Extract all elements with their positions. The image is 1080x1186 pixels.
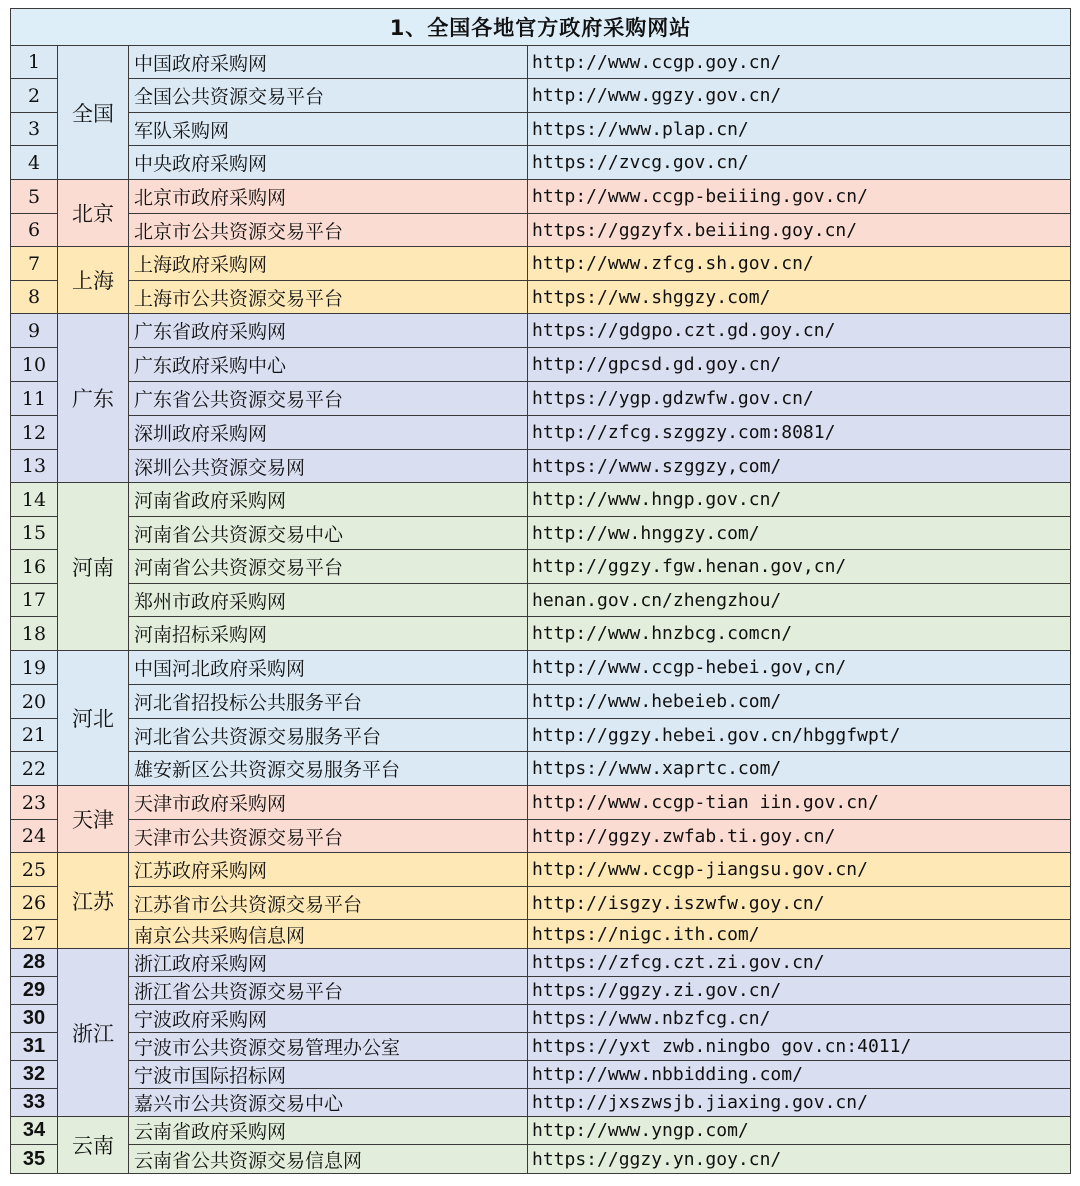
site-name: 上海政府采购网 <box>129 247 528 281</box>
site-url: http://www.ccgp-beiiing.gov.cn/ <box>528 180 1071 214</box>
site-name: 深圳公共资源交易网 <box>129 450 528 483</box>
site-name: 雄安新区公共资源交易服务平台 <box>129 752 528 786</box>
site-url: http://gpcsd.gd.goy.cn/ <box>528 348 1071 382</box>
row-number: 7 <box>11 247 58 281</box>
site-url: https://ygp.gdzwfw.gov.cn/ <box>528 382 1071 416</box>
site-name: 北京市政府采购网 <box>129 180 528 214</box>
site-url: https://ww.shggzy.com/ <box>528 281 1071 314</box>
site-url: http://www.ccgp-jiangsu.gov.cn/ <box>528 853 1071 887</box>
row-number: 32 <box>11 1061 58 1089</box>
site-url: https://gdgpo.czt.gd.goy.cn/ <box>528 314 1071 348</box>
site-name: 宁波政府采购网 <box>129 1005 528 1033</box>
table-row <box>11 517 1071 550</box>
row-number: 21 <box>11 719 58 752</box>
site-url: http://www.hngp.gov.cn/ <box>528 483 1071 517</box>
table-row <box>11 887 1071 920</box>
site-url: http://www.yngp.com/ <box>528 1117 1071 1145</box>
table-row <box>11 977 1071 1005</box>
title-row <box>11 9 1071 46</box>
table-row <box>11 247 1071 281</box>
table-row <box>11 1033 1071 1061</box>
site-name: 河北省招投标公共服务平台 <box>129 685 528 719</box>
row-number: 35 <box>11 1145 58 1174</box>
site-name: 广东政府采购中心 <box>129 348 528 382</box>
row-number: 29 <box>11 977 58 1005</box>
table-title: 1、全国各地官方政府采购网站 <box>11 9 1071 46</box>
region-cell: 云南 <box>58 1117 129 1174</box>
site-name: 天津市政府采购网 <box>129 786 528 820</box>
site-name: 深圳政府采购网 <box>129 416 528 450</box>
row-number: 31 <box>11 1033 58 1061</box>
site-name: 河南省公共资源交易平台 <box>129 550 528 584</box>
row-number: 23 <box>11 786 58 820</box>
table-row <box>11 382 1071 416</box>
site-name: 天津市公共资源交易平台 <box>129 820 528 853</box>
table-row <box>11 46 1071 79</box>
table-row <box>11 1005 1071 1033</box>
site-url: https://www.szggzy,com/ <box>528 450 1071 483</box>
site-url: http://ggzy.fgw.henan.gov,cn/ <box>528 550 1071 584</box>
row-number: 10 <box>11 348 58 382</box>
row-number: 12 <box>11 416 58 450</box>
row-number: 26 <box>11 887 58 920</box>
table-row <box>11 146 1071 180</box>
site-url: http://ww.hnggzy.com/ <box>528 517 1071 550</box>
table-row <box>11 820 1071 853</box>
site-name: 军队采购网 <box>129 113 528 146</box>
table-row <box>11 314 1071 348</box>
table-row <box>11 786 1071 820</box>
site-name: 宁波市国际招标网 <box>129 1061 528 1089</box>
table-row <box>11 651 1071 685</box>
site-name: 江苏省市公共资源交易平台 <box>129 887 528 920</box>
row-number: 13 <box>11 450 58 483</box>
table-row <box>11 113 1071 146</box>
site-url: https://www.plap.cn/ <box>528 113 1071 146</box>
row-number: 22 <box>11 752 58 786</box>
site-name: 宁波市公共资源交易管理办公室 <box>129 1033 528 1061</box>
site-url: http://www.hebeieb.com/ <box>528 685 1071 719</box>
row-number: 1 <box>11 46 58 79</box>
table-row <box>11 920 1071 949</box>
table-row <box>11 550 1071 584</box>
site-url: http://jxszwsjb.jiaxing.gov.cn/ <box>528 1089 1071 1117</box>
site-name: 云南省政府采购网 <box>129 1117 528 1145</box>
site-url: https://ggzy.zi.gov.cn/ <box>528 977 1071 1005</box>
table-row <box>11 617 1071 651</box>
site-name: 河北省公共资源交易服务平台 <box>129 719 528 752</box>
site-url: http://www.ccgp-hebei.gov,cn/ <box>528 651 1071 685</box>
row-number: 25 <box>11 853 58 887</box>
table-row <box>11 79 1071 113</box>
site-url: http://www.zfcg.sh.gov.cn/ <box>528 247 1071 281</box>
row-number: 24 <box>11 820 58 853</box>
site-name: 南京公共采购信息网 <box>129 920 528 949</box>
table-row <box>11 1061 1071 1089</box>
row-number: 18 <box>11 617 58 651</box>
row-number: 15 <box>11 517 58 550</box>
table-row <box>11 1089 1071 1117</box>
site-name: 中国河北政府采购网 <box>129 651 528 685</box>
region-cell: 天津 <box>58 786 129 853</box>
site-url: https://www.xaprtc.com/ <box>528 752 1071 786</box>
site-name: 浙江政府采购网 <box>129 949 528 977</box>
row-number: 17 <box>11 584 58 617</box>
site-name: 广东省公共资源交易平台 <box>129 382 528 416</box>
site-name: 江苏政府采购网 <box>129 853 528 887</box>
region-cell: 上海 <box>58 247 129 314</box>
site-url: https://zfcg.czt.zi.gov.cn/ <box>528 949 1071 977</box>
site-url: https://ggzyfx.beiiing.goy.cn/ <box>528 214 1071 247</box>
site-name: 郑州市政府采购网 <box>129 584 528 617</box>
table-row <box>11 416 1071 450</box>
row-number: 11 <box>11 382 58 416</box>
table-row <box>11 949 1071 977</box>
site-name: 嘉兴市公共资源交易中心 <box>129 1089 528 1117</box>
table-row <box>11 180 1071 214</box>
site-url: https://yxt zwb.ningbo gov.cn:4011/ <box>528 1033 1071 1061</box>
site-name: 中央政府采购网 <box>129 146 528 180</box>
row-number: 4 <box>11 146 58 180</box>
table-row <box>11 348 1071 382</box>
table-row <box>11 214 1071 247</box>
site-name: 浙江省公共资源交易平台 <box>129 977 528 1005</box>
site-url: http://www.nbbidding.com/ <box>528 1061 1071 1089</box>
row-number: 5 <box>11 180 58 214</box>
table-row <box>11 685 1071 719</box>
row-number: 16 <box>11 550 58 584</box>
table-row <box>11 1117 1071 1145</box>
site-url: https://ggzy.yn.goy.cn/ <box>528 1145 1071 1174</box>
row-number: 9 <box>11 314 58 348</box>
site-url: henan.gov.cn/zhengzhou/ <box>528 584 1071 617</box>
row-number: 6 <box>11 214 58 247</box>
region-cell: 北京 <box>58 180 129 247</box>
table-row <box>11 853 1071 887</box>
region-cell: 全国 <box>58 46 129 180</box>
table-row <box>11 483 1071 517</box>
site-name: 云南省公共资源交易信息网 <box>129 1145 528 1174</box>
site-name: 北京市公共资源交易平台 <box>129 214 528 247</box>
table-row <box>11 281 1071 314</box>
row-number: 30 <box>11 1005 58 1033</box>
site-url: http://ggzy.zwfab.ti.goy.cn/ <box>528 820 1071 853</box>
row-number: 8 <box>11 281 58 314</box>
site-name: 广东省政府采购网 <box>129 314 528 348</box>
site-url: http://www.ccgp-tian iin.gov.cn/ <box>528 786 1071 820</box>
site-url: http://isgzy.iszwfw.goy.cn/ <box>528 887 1071 920</box>
site-name: 河南省政府采购网 <box>129 483 528 517</box>
row-number: 20 <box>11 685 58 719</box>
site-name: 河南省公共资源交易中心 <box>129 517 528 550</box>
table-row <box>11 1145 1071 1174</box>
procurement-sites-table <box>10 8 1071 1174</box>
table-row <box>11 719 1071 752</box>
region-cell: 河南 <box>58 483 129 651</box>
site-url: http://www.ccgp.goy.cn/ <box>528 46 1071 79</box>
row-number: 2 <box>11 79 58 113</box>
table-row <box>11 584 1071 617</box>
table-row <box>11 450 1071 483</box>
row-number: 3 <box>11 113 58 146</box>
row-number: 19 <box>11 651 58 685</box>
site-name: 上海市公共资源交易平台 <box>129 281 528 314</box>
site-url: http://www.ggzy.gov.cn/ <box>528 79 1071 113</box>
site-url: http://www.hnzbcg.comcn/ <box>528 617 1071 651</box>
row-number: 14 <box>11 483 58 517</box>
row-number: 34 <box>11 1117 58 1145</box>
region-cell: 广东 <box>58 314 129 483</box>
site-url: https://zvcg.gov.cn/ <box>528 146 1071 180</box>
region-cell: 江苏 <box>58 853 129 949</box>
region-cell: 河北 <box>58 651 129 786</box>
site-url: https://www.nbzfcg.cn/ <box>528 1005 1071 1033</box>
site-url: http://ggzy.hebei.gov.cn/hbggfwpt/ <box>528 719 1071 752</box>
site-name: 全国公共资源交易平台 <box>129 79 528 113</box>
row-number: 28 <box>11 949 58 977</box>
row-number: 33 <box>11 1089 58 1117</box>
site-name: 中国政府采购网 <box>129 46 528 79</box>
site-url: https://nigc.ith.com/ <box>528 920 1071 949</box>
table-row <box>11 752 1071 786</box>
row-number: 27 <box>11 920 58 949</box>
site-url: http://zfcg.szggzy.com:8081/ <box>528 416 1071 450</box>
region-cell: 浙江 <box>58 949 129 1117</box>
site-name: 河南招标采购网 <box>129 617 528 651</box>
